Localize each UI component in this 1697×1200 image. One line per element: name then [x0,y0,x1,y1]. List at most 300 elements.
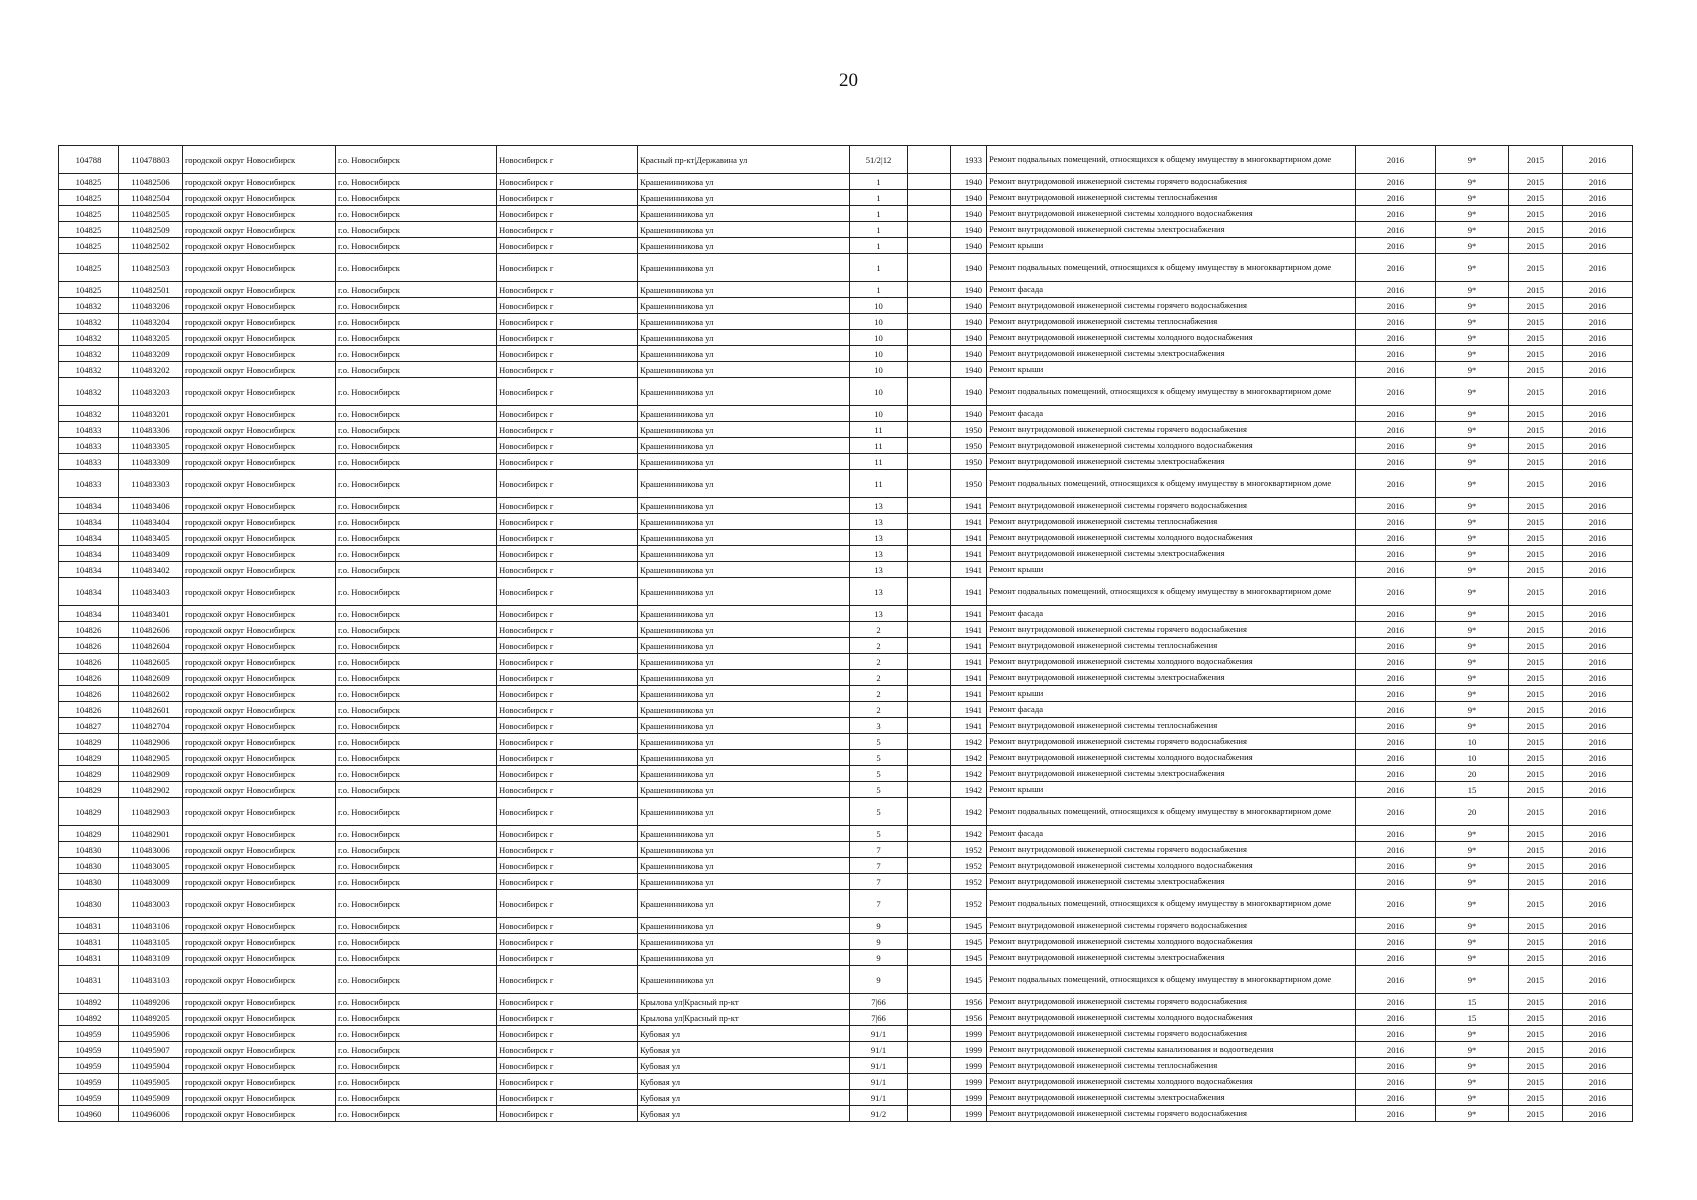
cell-plan-year: 2016 [1356,314,1436,330]
cell-blank-column [908,702,951,718]
cell-municipality: городской округ Новосибирск [183,686,336,702]
cell-year-to: 2016 [1563,750,1633,766]
cell-house-id: 104959 [59,1090,119,1106]
cell-locality: Новосибирск г [497,362,638,378]
cell-district: г.о. Новосибирск [336,826,497,842]
cell-house-number: 10 [850,378,908,406]
cell-street: Крашенинникова ул [638,750,850,766]
cell-commissioning-year: 1952 [951,874,987,890]
cell-cost-value: 9* [1436,346,1509,362]
table-row [59,1058,1633,1074]
cell-locality: Новосибирск г [497,378,638,406]
cell-work-type: Ремонт внутридомовой инженерной системы холодного водоснабжения [987,1074,1356,1090]
cell-house-id: 104825 [59,254,119,282]
cell-blank-column [908,298,951,314]
cell-blank-column [908,798,951,826]
cell-locality: Новосибирск г [497,622,638,638]
cell-street: Крашенинникова ул [638,438,850,454]
cell-year-from: 2015 [1509,750,1563,766]
cell-street: Крашенинникова ул [638,718,850,734]
cell-plan-year: 2016 [1356,438,1436,454]
cell-house-number: 13 [850,578,908,606]
cell-cost-value: 9* [1436,718,1509,734]
cell-work-type: Ремонт внутридомовой инженерной системы электроснабжения [987,1090,1356,1106]
cell-district: г.о. Новосибирск [336,654,497,670]
cell-commissioning-year: 1942 [951,798,987,826]
cell-house-number: 91/1 [850,1058,908,1074]
table-row [59,470,1633,498]
table-row [59,798,1633,826]
cell-district: г.о. Новосибирск [336,934,497,950]
cell-year-to: 2016 [1563,702,1633,718]
cell-cost-value: 9* [1436,670,1509,686]
cell-municipality: городской округ Новосибирск [183,826,336,842]
cell-year-from: 2015 [1509,206,1563,222]
cell-house-number: 10 [850,406,908,422]
cell-object-code: 110482602 [119,686,183,702]
cell-object-code: 110482906 [119,734,183,750]
cell-house-number: 10 [850,346,908,362]
cell-blank-column [908,842,951,858]
cell-plan-year: 2016 [1356,1106,1436,1122]
cell-locality: Новосибирск г [497,498,638,514]
cell-district: г.о. Новосибирск [336,874,497,890]
cell-plan-year: 2016 [1356,1074,1436,1090]
table-row [59,826,1633,842]
cell-blank-column [908,406,951,422]
cell-house-id: 104833 [59,422,119,438]
cell-house-number: 1 [850,190,908,206]
cell-municipality: городской округ Новосибирск [183,562,336,578]
cell-district: г.о. Новосибирск [336,530,497,546]
cell-year-from: 2015 [1509,994,1563,1010]
cell-house-number: 5 [850,750,908,766]
cell-blank-column [908,530,951,546]
cell-blank-column [908,654,951,670]
cell-house-number: 7 [850,874,908,890]
cell-plan-year: 2016 [1356,1090,1436,1106]
cell-municipality: городской округ Новосибирск [183,638,336,654]
cell-house-id: 104832 [59,330,119,346]
cell-house-number: 5 [850,734,908,750]
table-row [59,330,1633,346]
cell-blank-column [908,1058,951,1074]
cell-house-id: 104831 [59,950,119,966]
cell-object-code: 110478803 [119,146,183,174]
cell-cost-value: 9* [1436,1026,1509,1042]
table-row [59,438,1633,454]
cell-work-type: Ремонт внутридомовой инженерной системы электроснабжения [987,454,1356,470]
cell-cost-value: 9* [1436,562,1509,578]
cell-year-from: 2015 [1509,378,1563,406]
cell-commissioning-year: 1999 [951,1058,987,1074]
cell-work-type: Ремонт внутридомовой инженерной системы горячего водоснабжения [987,622,1356,638]
cell-work-type: Ремонт внутридомовой инженерной системы холодного водоснабжения [987,1010,1356,1026]
cell-work-type: Ремонт внутридомовой инженерной системы теплоснабжения [987,190,1356,206]
cell-house-id: 104833 [59,438,119,454]
cell-municipality: городской округ Новосибирск [183,238,336,254]
table-row [59,298,1633,314]
cell-house-number: 11 [850,454,908,470]
cell-object-code: 110483305 [119,438,183,454]
cell-cost-value: 9* [1436,1042,1509,1058]
cell-work-type: Ремонт крыши [987,686,1356,702]
cell-locality: Новосибирск г [497,750,638,766]
cell-object-code: 110483005 [119,858,183,874]
cell-municipality: городской округ Новосибирск [183,702,336,718]
table-row [59,174,1633,190]
table-row [59,766,1633,782]
cell-street: Крашенинникова ул [638,890,850,918]
cell-year-to: 2016 [1563,314,1633,330]
cell-locality: Новосибирск г [497,638,638,654]
cell-year-from: 2015 [1509,238,1563,254]
cell-year-to: 2016 [1563,1106,1633,1122]
cell-plan-year: 2016 [1356,750,1436,766]
cell-work-type: Ремонт внутридомовой инженерной системы горячего водоснабжения [987,422,1356,438]
cell-district: г.о. Новосибирск [336,454,497,470]
cell-work-type: Ремонт внутридомовой инженерной системы горячего водоснабжения [987,298,1356,314]
cell-district: г.о. Новосибирск [336,1026,497,1042]
cell-year-from: 2015 [1509,606,1563,622]
cell-plan-year: 2016 [1356,950,1436,966]
cell-street: Крашенинникова ул [638,734,850,750]
cell-year-to: 2016 [1563,190,1633,206]
cell-blank-column [908,362,951,378]
cell-street: Крашенинникова ул [638,918,850,934]
cell-year-from: 2015 [1509,346,1563,362]
cell-house-id: 104826 [59,702,119,718]
cell-locality: Новосибирск г [497,330,638,346]
cell-commissioning-year: 1945 [951,934,987,950]
cell-district: г.о. Новосибирск [336,858,497,874]
cell-locality: Новосибирск г [497,934,638,950]
cell-work-type: Ремонт крыши [987,362,1356,378]
cell-object-code: 110483201 [119,406,183,422]
cell-locality: Новосибирск г [497,190,638,206]
cell-district: г.о. Новосибирск [336,298,497,314]
cell-house-number: 2 [850,654,908,670]
cell-municipality: городской округ Новосибирск [183,890,336,918]
cell-object-code: 110483109 [119,950,183,966]
table-row [59,1106,1633,1122]
cell-year-to: 2016 [1563,470,1633,498]
cell-object-code: 110482609 [119,670,183,686]
cell-municipality: городской округ Новосибирск [183,1074,336,1090]
cell-cost-value: 9* [1436,1106,1509,1122]
cell-house-id: 104834 [59,514,119,530]
cell-locality: Новосибирск г [497,174,638,190]
cell-object-code: 110482606 [119,622,183,638]
cell-year-from: 2015 [1509,966,1563,994]
cell-year-from: 2015 [1509,874,1563,890]
cell-plan-year: 2016 [1356,298,1436,314]
cell-district: г.о. Новосибирск [336,1074,497,1090]
table-row [59,498,1633,514]
cell-district: г.о. Новосибирск [336,994,497,1010]
cell-house-id: 104832 [59,406,119,422]
cell-commissioning-year: 1956 [951,1010,987,1026]
cell-object-code: 110483205 [119,330,183,346]
cell-district: г.о. Новосибирск [336,750,497,766]
cell-work-type: Ремонт внутридомовой инженерной системы горячего водоснабжения [987,734,1356,750]
cell-year-from: 2015 [1509,470,1563,498]
cell-commissioning-year: 1940 [951,206,987,222]
cell-work-type: Ремонт крыши [987,782,1356,798]
cell-district: г.о. Новосибирск [336,966,497,994]
cell-municipality: городской округ Новосибирск [183,422,336,438]
cell-district: г.о. Новосибирск [336,206,497,222]
cell-locality: Новосибирск г [497,422,638,438]
cell-year-from: 2015 [1509,718,1563,734]
cell-district: г.о. Новосибирск [336,330,497,346]
cell-house-id: 104833 [59,454,119,470]
cell-cost-value: 9* [1436,454,1509,470]
cell-commissioning-year: 1999 [951,1042,987,1058]
cell-work-type: Ремонт фасада [987,702,1356,718]
cell-house-id: 104830 [59,858,119,874]
cell-district: г.о. Новосибирск [336,362,497,378]
cell-street: Крашенинникова ул [638,562,850,578]
cell-plan-year: 2016 [1356,498,1436,514]
cell-house-number: 7 [850,890,908,918]
cell-object-code: 110482504 [119,190,183,206]
cell-object-code: 110483209 [119,346,183,362]
cell-house-id: 104892 [59,1010,119,1026]
cell-house-number: 13 [850,498,908,514]
cell-plan-year: 2016 [1356,406,1436,422]
cell-municipality: городской округ Новосибирск [183,1026,336,1042]
table-row [59,638,1633,654]
cell-work-type: Ремонт внутридомовой инженерной системы теплоснабжения [987,1058,1356,1074]
cell-locality: Новосибирск г [497,702,638,718]
cell-locality: Новосибирск г [497,222,638,238]
cell-house-id: 104825 [59,206,119,222]
cell-year-to: 2016 [1563,718,1633,734]
cell-street: Крашенинникова ул [638,798,850,826]
cell-year-from: 2015 [1509,686,1563,702]
cell-house-id: 104832 [59,378,119,406]
table-row [59,282,1633,298]
cell-commissioning-year: 1999 [951,1074,987,1090]
cell-year-to: 2016 [1563,1010,1633,1026]
cell-house-id: 104834 [59,498,119,514]
table-row [59,734,1633,750]
cell-commissioning-year: 1952 [951,858,987,874]
cell-commissioning-year: 1942 [951,782,987,798]
cell-street: Крашенинникова ул [638,702,850,718]
cell-blank-column [908,146,951,174]
cell-object-code: 110483306 [119,422,183,438]
cell-street: Кубовая ул [638,1090,850,1106]
cell-blank-column [908,606,951,622]
cell-year-from: 2015 [1509,1026,1563,1042]
cell-work-type: Ремонт внутридомовой инженерной системы холодного водоснабжения [987,330,1356,346]
cell-house-number: 9 [850,918,908,934]
cell-street: Крашенинникова ул [638,782,850,798]
cell-work-type: Ремонт внутридомовой инженерной системы горячего водоснабжения [987,174,1356,190]
cell-work-type: Ремонт фасада [987,282,1356,298]
cell-commissioning-year: 1940 [951,222,987,238]
cell-object-code: 110483203 [119,378,183,406]
cell-plan-year: 2016 [1356,282,1436,298]
cell-street: Крашенинникова ул [638,966,850,994]
cell-locality: Новосибирск г [497,206,638,222]
cell-year-from: 2015 [1509,918,1563,934]
cell-commissioning-year: 1941 [951,514,987,530]
cell-object-code: 110483309 [119,454,183,470]
cell-locality: Новосибирск г [497,798,638,826]
cell-plan-year: 2016 [1356,934,1436,950]
cell-district: г.о. Новосибирск [336,702,497,718]
cell-house-number: 3 [850,718,908,734]
cell-blank-column [908,578,951,606]
cell-plan-year: 2016 [1356,206,1436,222]
cell-plan-year: 2016 [1356,798,1436,826]
cell-house-id: 104829 [59,826,119,842]
cell-street: Крашенинникова ул [638,454,850,470]
cell-plan-year: 2016 [1356,146,1436,174]
cell-municipality: городской округ Новосибирск [183,282,336,298]
cell-cost-value: 9* [1436,1074,1509,1090]
cell-blank-column [908,314,951,330]
cell-commissioning-year: 1941 [951,546,987,562]
cell-municipality: городской округ Новосибирск [183,1106,336,1122]
cell-object-code: 110482509 [119,222,183,238]
cell-commissioning-year: 1950 [951,454,987,470]
cell-district: г.о. Новосибирск [336,222,497,238]
cell-district: г.о. Новосибирск [336,470,497,498]
cell-work-type: Ремонт внутридомовой инженерной системы холодного водоснабжения [987,858,1356,874]
cell-house-number: 5 [850,798,908,826]
cell-house-id: 104829 [59,734,119,750]
cell-street: Крашенинникова ул [638,190,850,206]
cell-year-from: 2015 [1509,782,1563,798]
cell-street: Крашенинникова ул [638,638,850,654]
cell-plan-year: 2016 [1356,782,1436,798]
cell-district: г.о. Новосибирск [336,238,497,254]
cell-locality: Новосибирск г [497,438,638,454]
table-row [59,1042,1633,1058]
cell-cost-value: 9* [1436,966,1509,994]
cell-blank-column [908,238,951,254]
cell-house-id: 104960 [59,1106,119,1122]
cell-year-from: 2015 [1509,654,1563,670]
cell-blank-column [908,686,951,702]
cell-year-from: 2015 [1509,174,1563,190]
cell-house-id: 104892 [59,994,119,1010]
table-row [59,622,1633,638]
cell-work-type: Ремонт подвальных помещений, относящихся к общему имуществу в многоквартирном доме [987,966,1356,994]
cell-plan-year: 2016 [1356,702,1436,718]
cell-commissioning-year: 1941 [951,562,987,578]
cell-work-type: Ремонт внутридомовой инженерной системы горячего водоснабжения [987,1106,1356,1122]
cell-street: Крашенинникова ул [638,238,850,254]
cell-house-id: 104834 [59,546,119,562]
cell-plan-year: 2016 [1356,1010,1436,1026]
cell-work-type: Ремонт внутридомовой инженерной системы теплоснабжения [987,638,1356,654]
cell-municipality: городской округ Новосибирск [183,842,336,858]
cell-municipality: городской округ Новосибирск [183,546,336,562]
cell-year-to: 2016 [1563,950,1633,966]
cell-municipality: городской округ Новосибирск [183,934,336,950]
cell-plan-year: 2016 [1356,766,1436,782]
cell-blank-column [908,750,951,766]
cell-municipality: городской округ Новосибирск [183,254,336,282]
cell-street: Крашенинникова ул [638,766,850,782]
cell-street: Кубовая ул [638,1058,850,1074]
cell-object-code: 110482601 [119,702,183,718]
cell-district: г.о. Новосибирск [336,1010,497,1026]
cell-locality: Новосибирск г [497,826,638,842]
cell-house-number: 2 [850,622,908,638]
cell-object-code: 110483401 [119,606,183,622]
cell-house-id: 104829 [59,766,119,782]
cell-commissioning-year: 1942 [951,826,987,842]
cell-commissioning-year: 1941 [951,718,987,734]
cell-plan-year: 2016 [1356,858,1436,874]
cell-cost-value: 9* [1436,842,1509,858]
cell-object-code: 110482501 [119,282,183,298]
cell-house-number: 11 [850,422,908,438]
cell-plan-year: 2016 [1356,826,1436,842]
cell-blank-column [908,378,951,406]
cell-object-code: 110483009 [119,874,183,890]
cell-street: Крашенинникова ул [638,378,850,406]
cell-house-id: 104826 [59,654,119,670]
cell-year-from: 2015 [1509,578,1563,606]
cell-commissioning-year: 1941 [951,622,987,638]
cell-house-number: 2 [850,702,908,718]
cell-locality: Новосибирск г [497,918,638,934]
cell-year-from: 2015 [1509,406,1563,422]
cell-house-number: 51/2|12 [850,146,908,174]
cell-house-id: 104825 [59,282,119,298]
cell-cost-value: 10 [1436,750,1509,766]
cell-year-from: 2015 [1509,1058,1563,1074]
cell-year-to: 2016 [1563,890,1633,918]
cell-commissioning-year: 1952 [951,842,987,858]
cell-year-to: 2016 [1563,174,1633,190]
cell-locality: Новосибирск г [497,1090,638,1106]
cell-work-type: Ремонт подвальных помещений, относящихся к общему имуществу в многоквартирном доме [987,578,1356,606]
cell-blank-column [908,174,951,190]
cell-cost-value: 9* [1436,498,1509,514]
table-body [59,146,1633,1122]
cell-year-from: 2015 [1509,1042,1563,1058]
cell-district: г.о. Новосибирск [336,562,497,578]
cell-cost-value: 9* [1436,206,1509,222]
cell-work-type: Ремонт внутридомовой инженерной системы горячего водоснабжения [987,498,1356,514]
cell-year-from: 2015 [1509,190,1563,206]
cell-object-code: 110483405 [119,530,183,546]
cell-year-to: 2016 [1563,966,1633,994]
cell-work-type: Ремонт подвальных помещений, относящихся к общему имуществу в многоквартирном доме [987,890,1356,918]
cell-work-type: Ремонт внутридомовой инженерной системы горячего водоснабжения [987,918,1356,934]
cell-locality: Новосибирск г [497,1074,638,1090]
cell-object-code: 110483204 [119,314,183,330]
cell-work-type: Ремонт внутридомовой инженерной системы канализования и водоотведения [987,1042,1356,1058]
cell-street: Крылова ул|Красный пр-кт [638,1010,850,1026]
cell-house-number: 13 [850,546,908,562]
cell-year-from: 2015 [1509,314,1563,330]
table-row [59,1090,1633,1106]
cell-year-from: 2015 [1509,798,1563,826]
cell-year-to: 2016 [1563,606,1633,622]
cell-blank-column [908,330,951,346]
cell-commissioning-year: 1941 [951,530,987,546]
cell-work-type: Ремонт внутридомовой инженерной системы холодного водоснабжения [987,934,1356,950]
